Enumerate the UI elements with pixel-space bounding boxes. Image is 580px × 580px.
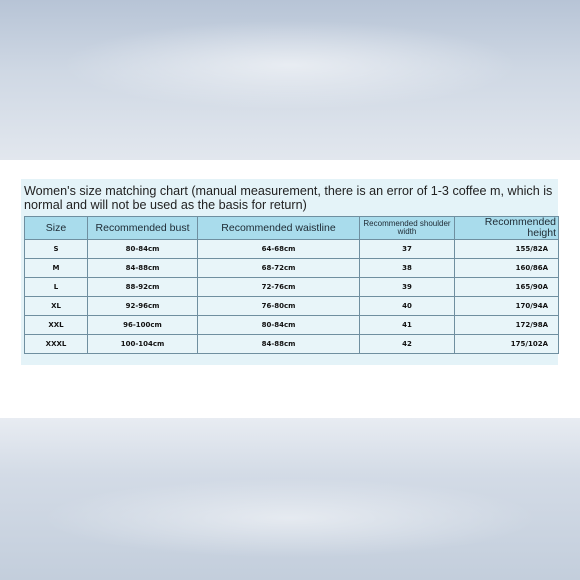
table-row xyxy=(25,297,559,316)
blurred-background-bottom xyxy=(0,418,580,580)
cell-height: 160/86A xyxy=(455,259,559,278)
header-height: Recommended height xyxy=(455,217,559,240)
size-table xyxy=(24,216,559,354)
cell-bust: 84-88cm xyxy=(88,259,198,278)
cell-waistline: 84-88cm xyxy=(198,335,360,354)
cell-height: 175/102A xyxy=(455,335,559,354)
header-size: Size xyxy=(25,217,88,240)
cell-size: XXXL xyxy=(25,335,88,354)
cell-waistline: 68-72cm xyxy=(198,259,360,278)
cell-waistline: 76-80cm xyxy=(198,297,360,316)
cell-shoulder-width: 38 xyxy=(360,259,455,278)
header-shoulder-width: Recommended shoulder width xyxy=(360,217,455,240)
table-row xyxy=(25,259,559,278)
cell-bust: 96-100cm xyxy=(88,316,198,335)
table-header-row xyxy=(25,217,559,240)
cell-bust: 100-104cm xyxy=(88,335,198,354)
table-row xyxy=(25,335,559,354)
blurred-background-top xyxy=(0,0,580,160)
cell-shoulder-width: 41 xyxy=(360,316,455,335)
cell-bust: 92-96cm xyxy=(88,297,198,316)
cell-shoulder-width: 42 xyxy=(360,335,455,354)
cell-height: 172/98A xyxy=(455,316,559,335)
cell-waistline: 64-68cm xyxy=(198,240,360,259)
cell-shoulder-width: 39 xyxy=(360,278,455,297)
cell-height: 165/90A xyxy=(455,278,559,297)
cell-shoulder-width: 37 xyxy=(360,240,455,259)
cell-bust: 80-84cm xyxy=(88,240,198,259)
chart-title: Women's size matching chart (manual measurement, there is an error of 1-3 coffee m, which is normal and will not be used as the basis for return) xyxy=(24,184,556,212)
cell-bust: 88-92cm xyxy=(88,278,198,297)
header-waistline: Recommended waistline xyxy=(198,217,360,240)
cell-height: 170/94A xyxy=(455,297,559,316)
table-row xyxy=(25,278,559,297)
cell-waistline: 80-84cm xyxy=(198,316,360,335)
cell-size: XL xyxy=(25,297,88,316)
cell-shoulder-width: 40 xyxy=(360,297,455,316)
cell-size: L xyxy=(25,278,88,297)
header-bust: Recommended bust xyxy=(88,217,198,240)
cell-waistline: 72-76cm xyxy=(198,278,360,297)
cell-height: 155/82A xyxy=(455,240,559,259)
table-row xyxy=(25,316,559,335)
cell-size: M xyxy=(25,259,88,278)
cell-size: S xyxy=(25,240,88,259)
cell-size: XXL xyxy=(25,316,88,335)
table-row xyxy=(25,240,559,259)
